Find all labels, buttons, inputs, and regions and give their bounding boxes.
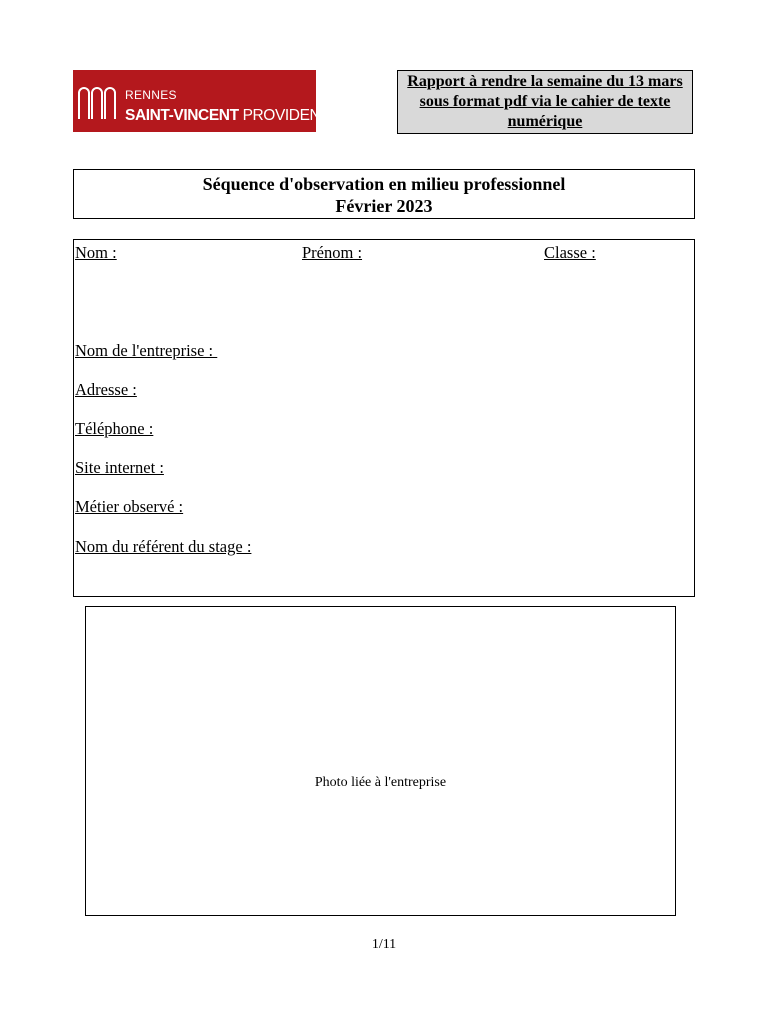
student-info-form xyxy=(73,239,695,597)
school-logo xyxy=(73,70,342,132)
field-classe: Classe : xyxy=(544,243,596,262)
logo-city: RENNES xyxy=(125,88,177,102)
photo-placeholder xyxy=(85,606,676,916)
title-box xyxy=(73,169,695,219)
field-referent: Nom du référent du stage : xyxy=(75,537,252,556)
page-subtitle: Février 2023 xyxy=(335,196,433,216)
field-metier: Métier observé : xyxy=(75,497,184,516)
field-adresse: Adresse : xyxy=(75,380,137,399)
field-telephone: Téléphone : xyxy=(75,419,154,438)
deadline-notice xyxy=(397,70,693,134)
logo-name-bold: SAINT-VINCENT xyxy=(125,107,239,124)
field-site-internet: Site internet : xyxy=(75,458,164,477)
field-nom: Nom : xyxy=(75,243,117,262)
logo-name-regular: PROVIDENCE xyxy=(242,107,342,124)
photo-label: Photo liée à l'entreprise xyxy=(314,775,447,790)
field-prenom: Prénom : xyxy=(302,243,363,262)
deadline-notice-text: Rapport à rendre la semaine du 13 mars sous format pdf via le cahier de texte numérique xyxy=(407,73,683,130)
page-number: 1/11 xyxy=(371,937,397,952)
field-entreprise: Nom de l'entreprise : xyxy=(75,341,218,360)
logo-name xyxy=(125,107,341,125)
page-title: Séquence d'observation en milieu professionnel xyxy=(202,174,566,194)
arches-icon xyxy=(77,84,119,120)
